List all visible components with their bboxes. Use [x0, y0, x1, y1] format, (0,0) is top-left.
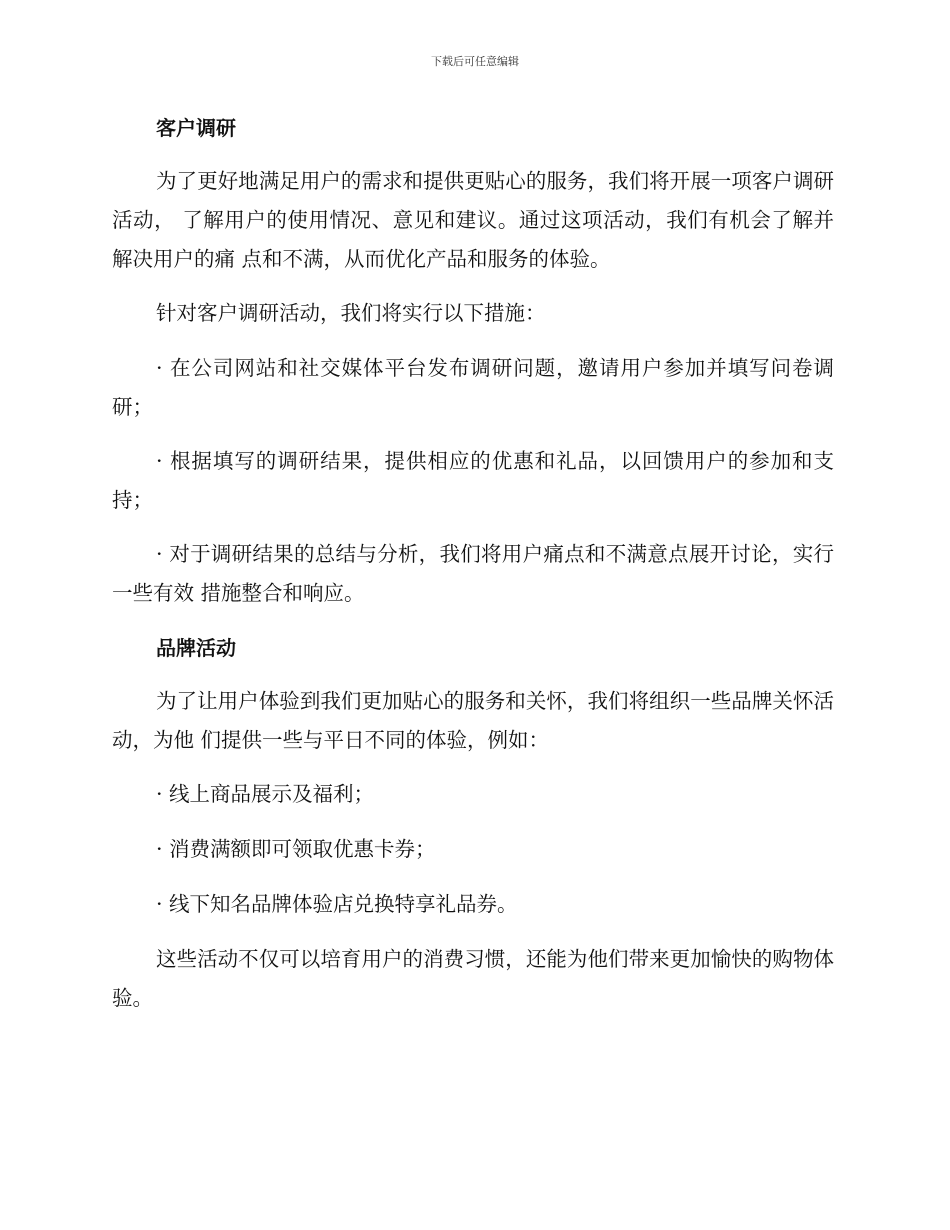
paragraph: 为了让用户体验到我们更加贴心的服务和关怀，我们将组织一些品牌关怀活动，为他 们提供一些与平日不同的体验，例如：	[112, 689, 834, 752]
bullet-item: · 消费满额即可领取优惠卡券；	[156, 837, 436, 861]
bullet-item: · 根据填写的调研结果，提供相应的优惠和礼品，以回馈用户的参加和支持；	[112, 449, 834, 512]
bullet-item: · 对于调研结果的总结与分析，我们将用户痛点和不满意点展开讨论，实行一些有效 措施整合和响应。	[112, 542, 834, 605]
paragraph: 为了更好地满足用户的需求和提供更贴心的服务，我们将开展一项客户调研活动， 了解用户的使用情况、意见和建议。通过这项活动，我们有机会了解并解决用户的痛 点和不满，从而优化产品和服务的体验。	[112, 169, 834, 271]
section-customer-research	[112, 108, 834, 613]
bullet-item: · 线上商品展示及福利；	[156, 782, 375, 806]
section-brand-activities	[112, 628, 834, 1018]
section-heading: 品牌活动	[156, 636, 236, 660]
bullet-item: · 线下知名品牌体验店兑换特享礼品券。	[156, 892, 518, 916]
page-header-note: 下载后可任意编辑	[431, 55, 519, 68]
paragraph: 这些活动不仅可以培育用户的消费习惯，还能为他们带来更加愉快的购物体验。	[112, 947, 834, 1010]
section-heading: 客户调研	[156, 116, 236, 140]
document-body	[112, 108, 834, 1033]
paragraph: 针对客户调研活动，我们将实行以下措施：	[156, 301, 546, 325]
bullet-item: · 在公司网站和社交媒体平台发布调研问题，邀请用户参加并填写问卷调研；	[112, 356, 834, 419]
